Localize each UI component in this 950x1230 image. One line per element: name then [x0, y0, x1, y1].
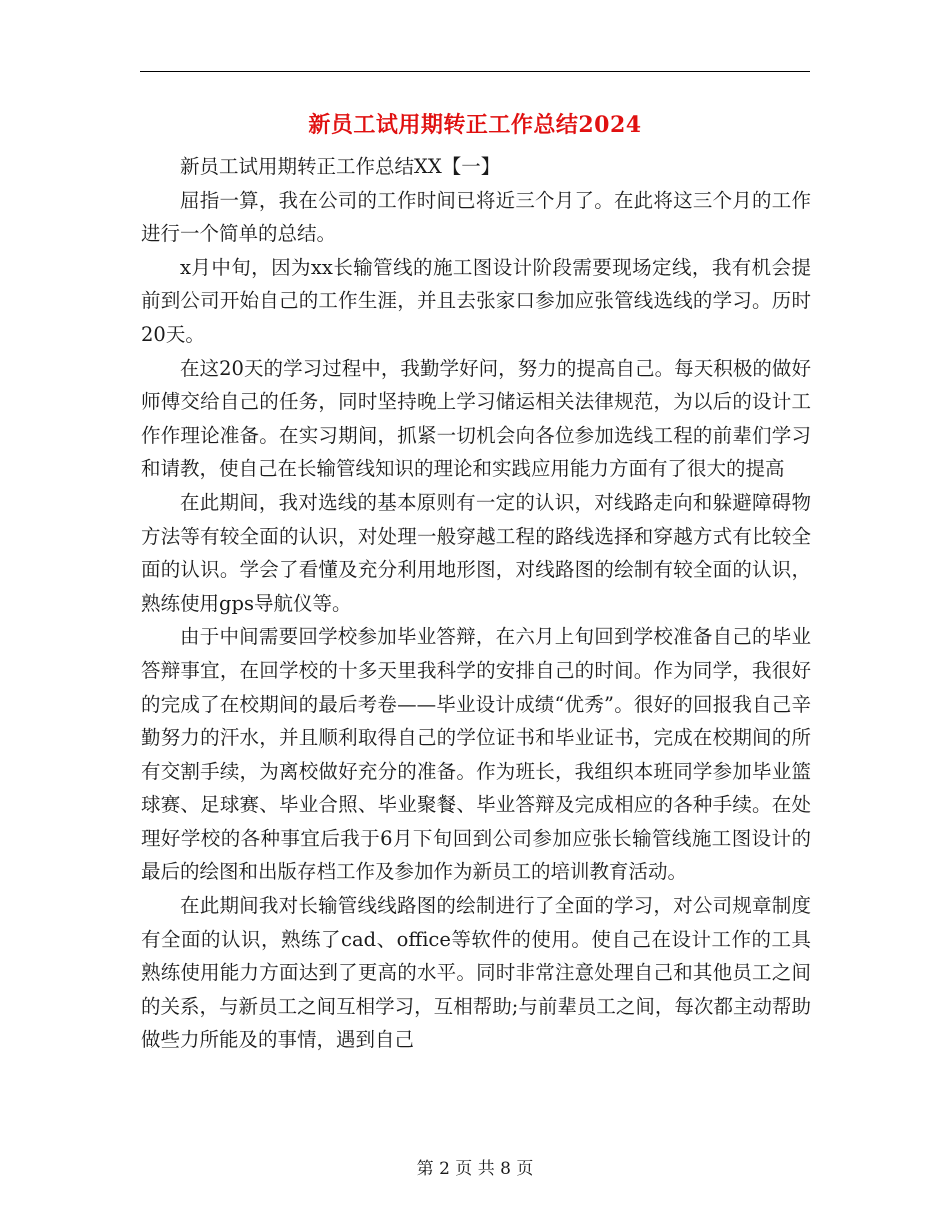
page-number-footer: 第 2 页 共 8 页	[416, 1159, 534, 1179]
paragraph-learning: 在这20天的学习过程中，我勤学好问，努力的提高自己。每天积极的做好师傅交给自己的任务，同时坚持晚上学习储运相关法律规范，为以后的设计工作作理论准备。在实习期间，抓紧一切机会向各位参加选线工程的前辈们学习和请教，使自己在长输管线知识的理论和实践应用能力方面有了很大的提高	[141, 356, 811, 481]
paragraph-field-trip: x月中旬，因为xx长输管线的施工图设计阶段需要现场定线，我有机会提前到公司开始自己的工作生涯，并且去张家口参加应张管线选线的学习。历时20天。	[141, 255, 811, 346]
paragraph-intro: 屈指一算，我在公司的工作时间已将近三个月了。在此将这三个月的工作进行一个简单的总结。	[141, 188, 811, 246]
section-heading: 新员工试用期转正工作总结XX【一】	[180, 155, 501, 178]
paragraph-drawing-skills: 在此期间我对长输管线线路图的绘制进行了全面的学习，对公司规章制度有全面的认识，熟练了cad、office等软件的使用。使自己在设计工作的工具熟练使用能力方面达到了更高的水平。同时非常注意处理自己和其他员工之间的关系，与新员工之间互相学习，互相帮助;与前辈员工之间，每次都主动帮助做些力所能及的事情，遇到自己	[141, 894, 811, 1052]
document-body	[141, 150, 811, 1057]
paragraph-graduation: 由于中间需要回学校参加毕业答辩，在六月上旬回到学校准备自己的毕业答辩事宜，在回学校的十多天里我科学的安排自己的时间。作为同学，我很好的完成了在校期间的最后考卷——毕业设计成绩“优秀”。很好的回报我自己辛勤努力的汗水，并且顺利取得自己的学位证书和毕业证书，完成在校期间的所有交割手续，为离校做好充分的准备。作为班长，我组织本班同学参加毕业篮球赛、足球赛、毕业合照、毕业聚餐、毕业答辩及完成相应的各种手续。在处理好学校的各种事宜后我于6月下旬回到公司参加应张长输管线施工图设计的最后的绘图和出版存档工作及参加作为新员工的培训教育活动。	[141, 625, 811, 884]
header-rule	[140, 71, 810, 72]
document-title: 新员工试用期转正工作总结2024	[308, 112, 642, 138]
paragraph-route-selection: 在此期间，我对选线的基本原则有一定的认识，对线路走向和躲避障碍物方法等有较全面的认识，对处理一般穿越工程的路线选择和穿越方式有比较全面的认识。学会了看懂及充分利用地形图，对线路图的绘制有较全面的认识，熟练使用gps导航仪等。	[141, 490, 811, 615]
